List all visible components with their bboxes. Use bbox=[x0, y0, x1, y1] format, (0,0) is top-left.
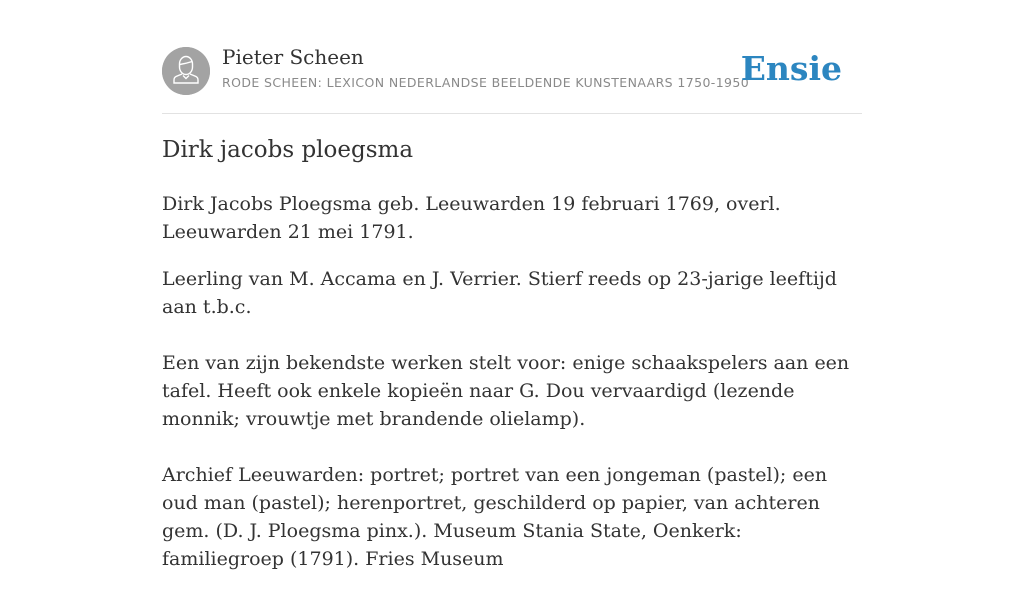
article-paragraph: Archief Leeuwarden: portret; portret van een jongeman (pastel); een oud man (pastel); herenportret, geschilderd op papier, van achteren gem. (D. J. Ploegsma pinx.). Museum Stania State, Oenkerk: familiegroep (1791). Fries Museum bbox=[162, 464, 828, 570]
article-paragraph: Dirk Jacobs Ploegsma geb. Leeuwarden 19 februari 1769, overl. Leeuwarden 21 mei 1791. bbox=[162, 193, 781, 243]
page-title: Dirk jacobs ploegsma bbox=[162, 137, 414, 163]
page-container bbox=[162, 0, 862, 570]
article-paragraph: Een van zijn bekendste werken stelt voor: enige schaakspelers aan een tafel. Heeft ook enkele kopieën naar G. Dou vervaardigd (lezende monnik; vrouwtje met brandende olielamp). bbox=[162, 352, 850, 430]
ensie-logo[interactable]: Ensie bbox=[740, 49, 842, 88]
author-name[interactable]: Pieter Scheen bbox=[222, 45, 364, 69]
paragraph-spacer bbox=[162, 433, 862, 461]
article-body bbox=[162, 190, 862, 592]
user-avatar-icon[interactable] bbox=[162, 47, 210, 95]
paragraph-spacer bbox=[162, 321, 862, 349]
source-title[interactable]: RODE SCHEEN: LEXICON NEDERLANDSE BEELDENDE KUNSTENAARS 1750-1950 bbox=[222, 75, 750, 90]
article-header bbox=[162, 0, 862, 114]
article-paragraph: Leerling van M. Accama en J. Verrier. Stierf reeds op 23-jarige leeftijd aan t.b.c. bbox=[162, 268, 837, 318]
